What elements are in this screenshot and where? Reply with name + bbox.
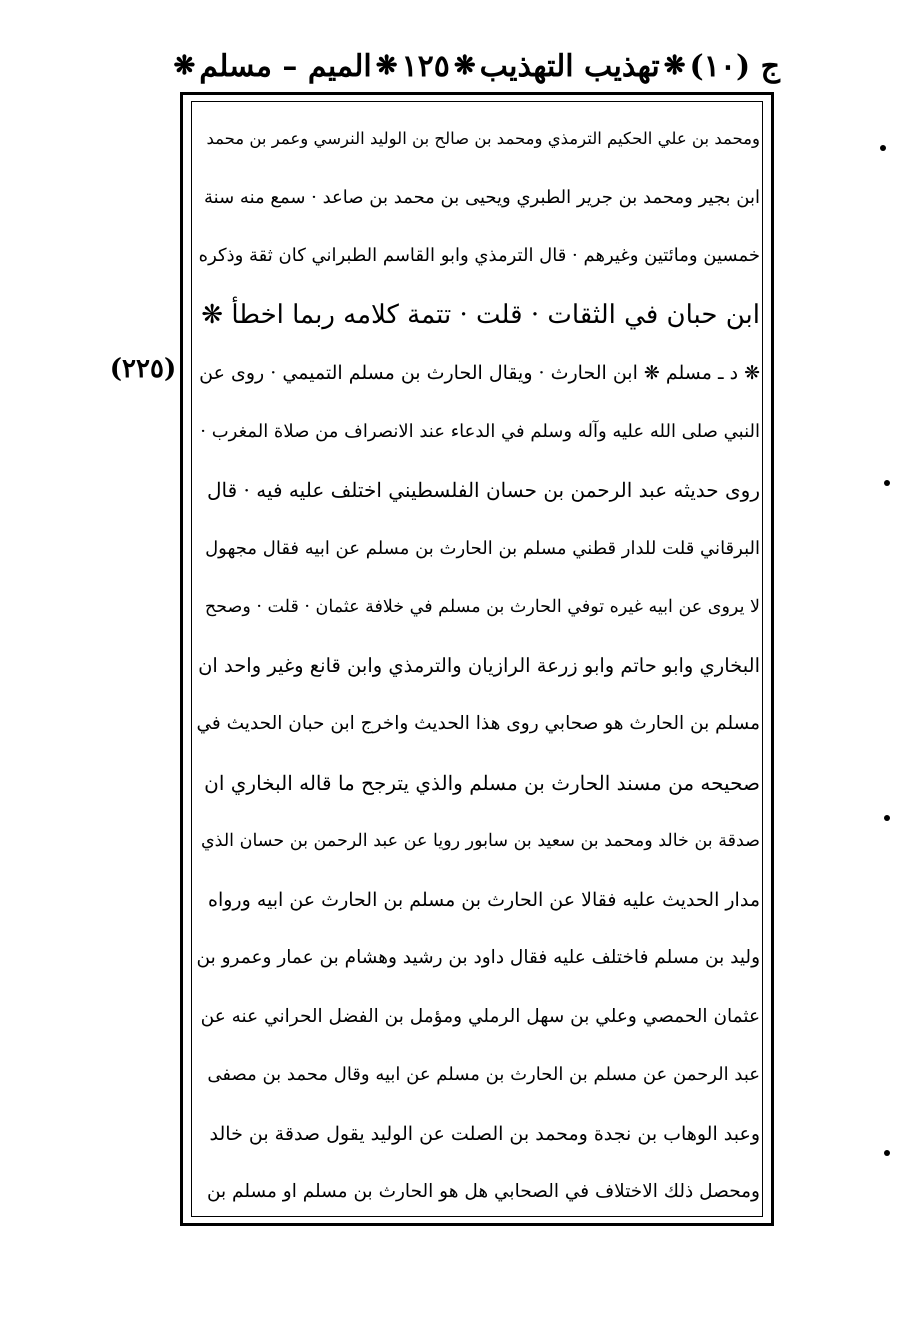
text-line: مدار الحديث عليه فقالا عن الحارث بن مسلم بن الحارث عن ابيه ورواه <box>208 888 760 911</box>
scan-speck <box>884 1150 890 1156</box>
text-line: صحيحه من مسند الحارث بن مسلم والذي يترجح ما قاله البخاري ان <box>204 770 760 795</box>
text-line: ابن بجير ومحمد بن جرير الطبري ويحيى بن محمد بن صاعد · سمع منه سنة <box>204 186 760 208</box>
text-line: ابن حبان في الثقات · قلت · تتمة كلامه ربما اخطأ ❋ <box>201 299 760 330</box>
scan-speck <box>880 145 886 151</box>
text-line: خمسين ومائتين وغيرهم · قال الترمذي وابو القاسم الطبراني كان ثقة وذكره <box>198 245 760 266</box>
text-line: مسلم بن الحارث هو صحابي روى هذا الحديث واخرج ابن حبان الحديث في <box>196 713 760 734</box>
text-body <box>196 110 760 1222</box>
text-line: وعبد الوهاب بن نجدة ومحمد بن الصلت عن الوليد يقول صدقة بن خالد <box>209 1122 760 1145</box>
ornament-icon: ❋ <box>663 51 686 81</box>
ornament-icon: ❋ <box>453 51 476 81</box>
ornament-icon: ❋ <box>375 51 398 81</box>
text-line: ومحمد بن علي الحكيم الترمذي ومحمد بن صالح بن الوليد النرسي وعمر بن محمد <box>206 129 760 148</box>
volume-label: ج (١٠) <box>689 48 780 84</box>
text-line: عبد الرحمن عن مسلم بن الحارث بن مسلم عن ابيه وقال محمد بن مصفى <box>207 1064 760 1085</box>
text-line: ومحصل ذلك الاختلاف في الصحابي هل هو الحارث بن مسلم او مسلم بن <box>206 1181 760 1202</box>
section-title: الميم – مسلم <box>199 48 372 84</box>
text-line: وليد بن مسلم فاختلف عليه فقال داود بن رشيد وهشام بن عمار وعمرو بن <box>196 947 760 968</box>
page-number: ١٢٥ <box>401 48 450 84</box>
text-line: لا يروى عن ابيه غيره توفي الحارث بن مسلم في خلافة عثمان · قلت · وصحح <box>204 597 760 617</box>
text-line: ❋ د ـ مسلم ❋ ابن الحارث · ويقال الحارث بن مسلم التميمي · روى عن <box>199 362 760 384</box>
text-line: البرقاني قلت للدار قطني مسلم بن الحارث بن مسلم عن ابيه فقال مجهول <box>205 537 760 559</box>
text-line: البخاري وابو حاتم وابو زرعة الرازيان والترمذي وابن قانع وغير واحد ان <box>198 653 760 677</box>
page-header <box>173 40 780 92</box>
book-title: تهذيب التهذيب <box>479 48 660 84</box>
scan-speck <box>884 480 890 486</box>
text-line: عثمان الحمصي وعلي بن سهل الرملي ومؤمل بن الفضل الحراني عنه عن <box>200 1005 760 1027</box>
text-line: النبي صلى الله عليه وآله وسلم في الدعاء عند الانصراف من صلاة المغرب · <box>200 420 760 442</box>
text-line: صدقة بن خالد ومحمد بن سعيد بن سابور رويا عن عبد الرحمن بن حسان الذي <box>200 831 760 851</box>
scan-speck <box>884 815 890 821</box>
ornament-icon: ❋ <box>173 51 196 81</box>
margin-entry-number: (٢٢٥) <box>109 354 177 384</box>
text-line: روى حديثه عبد الرحمن بن حسان الفلسطيني اختلف عليه فيه · قال <box>207 478 760 502</box>
